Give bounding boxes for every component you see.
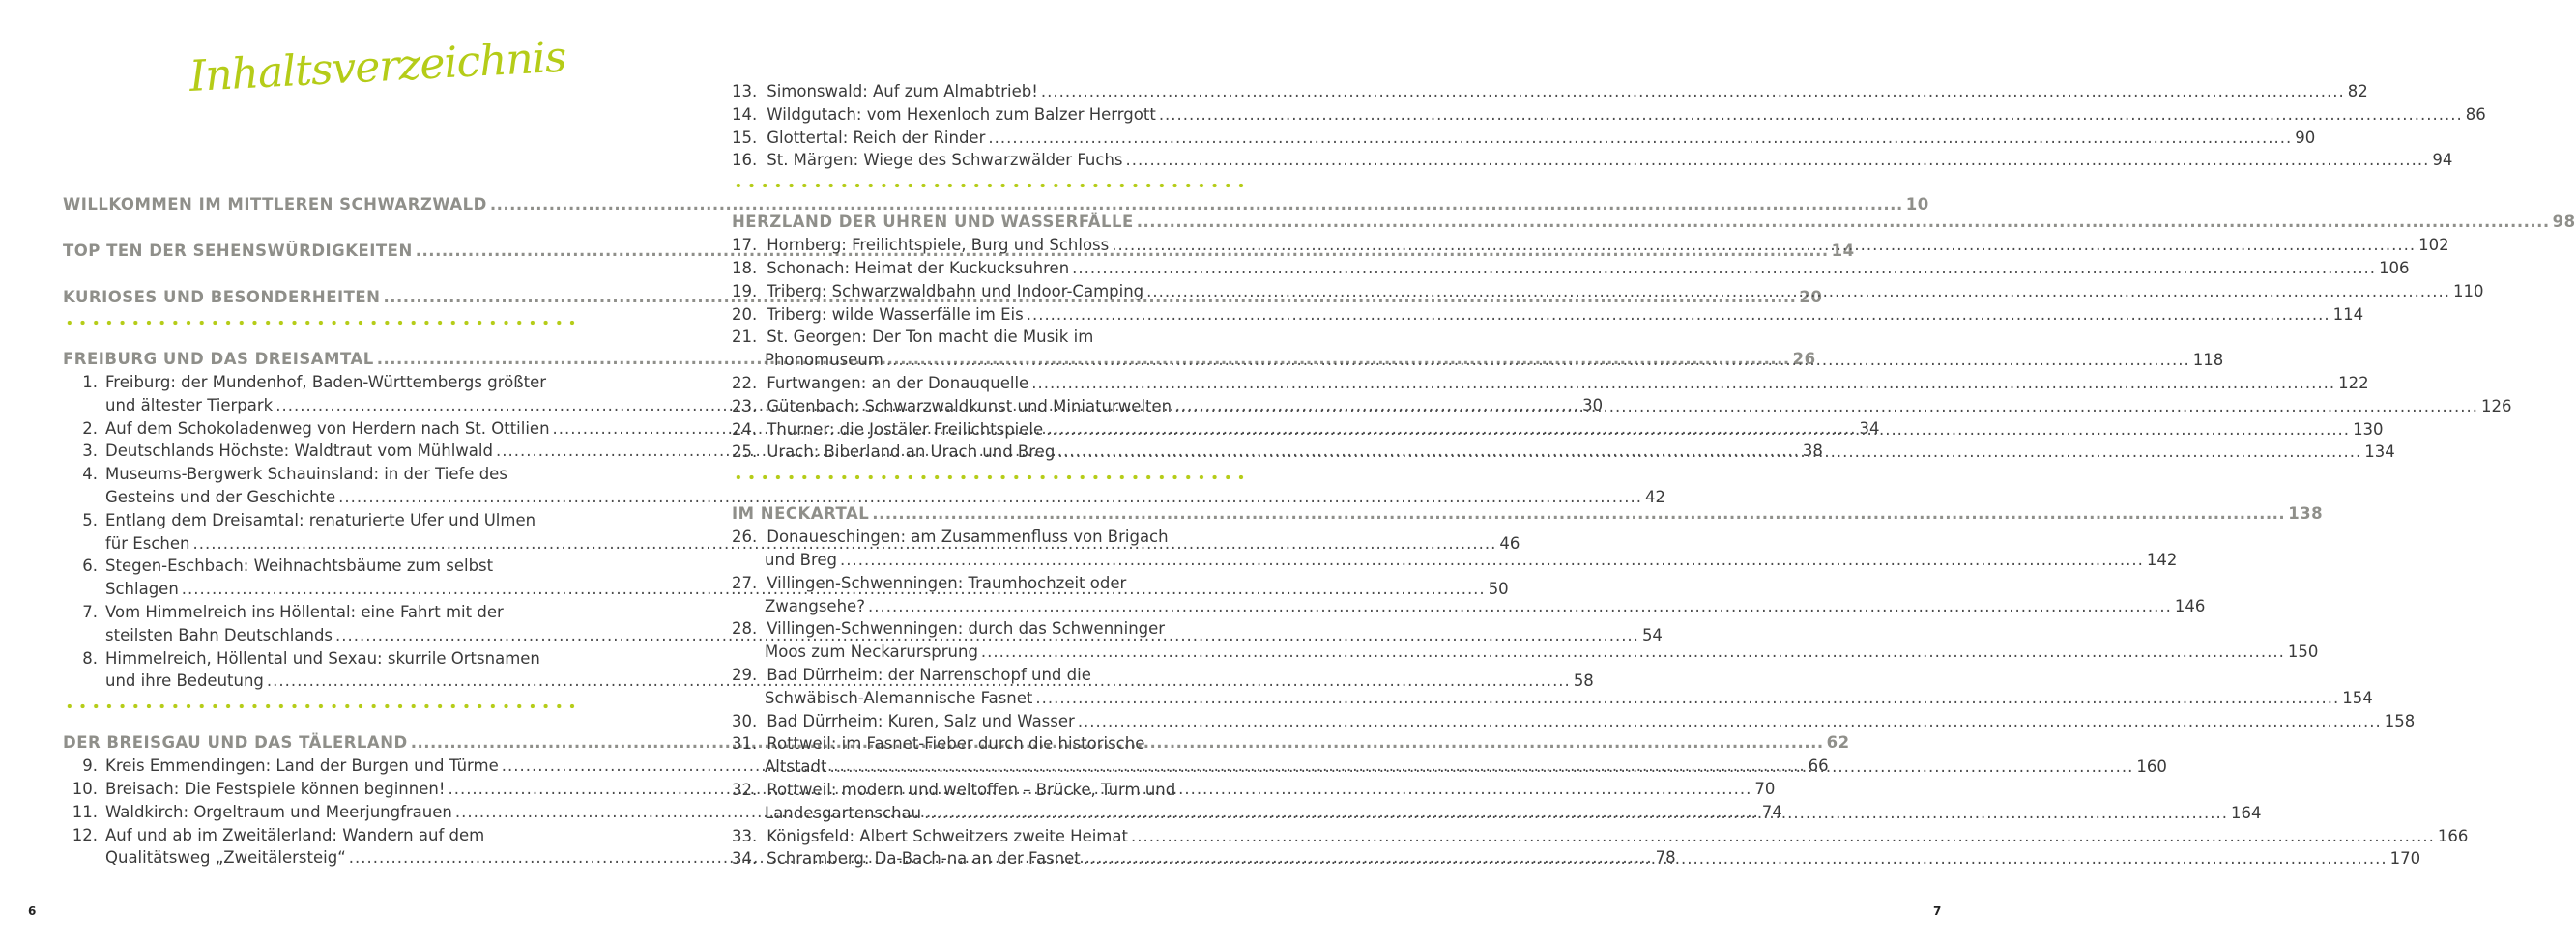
- toc-entry[interactable]: [63, 824, 582, 847]
- entry-page: 122: [2338, 373, 2369, 392]
- entry-title-continued: steilsten Bahn Deutschlands: [105, 625, 333, 644]
- entry-title: Schonach: Heimat der Kuckucksuhren: [767, 258, 1070, 277]
- toc-entry[interactable]: [63, 463, 582, 486]
- entry-page: 150: [2287, 642, 2319, 662]
- entry-title: Entlang dem Dreisamtal: renaturierte Ufer und Ulmen: [105, 510, 536, 529]
- entry-title: Furtwangen: an der Donauquelle: [767, 373, 1029, 392]
- entry-title: Donaueschingen: am Zusammenfluss von Brigach: [767, 528, 1169, 547]
- entry-title-continued: und ältester Tierpark: [105, 395, 274, 414]
- toc-entry[interactable]: [63, 601, 582, 624]
- dotted-divider: [732, 473, 1251, 481]
- toc-entry[interactable]: [732, 80, 2368, 103]
- entry-page: 86: [2465, 104, 2486, 124]
- entry-title-continued: und Breg: [765, 550, 837, 569]
- entry-number: 19.: [732, 281, 758, 300]
- entry-page: 34: [1859, 418, 1880, 438]
- toc-entry-continuation[interactable]: [732, 595, 2206, 618]
- entry-number: 23.: [732, 396, 758, 415]
- entry-number: 16.: [732, 151, 758, 170]
- entry-title: Triberg: Schwarzwaldbahn und Indoor-Camping: [767, 281, 1144, 300]
- entry-number: 5.: [82, 510, 98, 529]
- entry-page: 126: [2481, 396, 2512, 415]
- entry-page: 94: [2432, 151, 2453, 170]
- toc-title: Inhaltsverzeichnis: [188, 32, 567, 101]
- entry-page: 154: [2342, 688, 2373, 707]
- entry-title: Glottertal: Reich der Rinder: [767, 128, 986, 147]
- page-number: 7: [1933, 904, 1942, 918]
- entry-page: 110: [2453, 281, 2484, 300]
- entry-title: Simonswald: Auf zum Almabtrieb!: [767, 82, 1038, 100]
- section-heading[interactable]: IM NECKARTAL ..... 138: [732, 502, 1251, 526]
- entry-title: Kreis Emmendingen: Land der Burgen und Türme: [105, 756, 499, 776]
- toc-entry[interactable]: [732, 257, 2410, 280]
- toc-entry[interactable]: [63, 371, 582, 394]
- entry-title: Rottweil: modern und weltoffen – Brücke, Turm und: [767, 780, 1176, 799]
- toc-entry[interactable]: [732, 127, 2316, 150]
- entry-title: Auf dem Schokoladenweg von Herdern nach St. Ottilien: [105, 418, 550, 438]
- entry-number: 28.: [732, 619, 758, 639]
- entry-title: Villingen-Schwenningen: durch das Schwenninger: [767, 619, 1166, 639]
- entry-number: 26.: [732, 528, 758, 547]
- section-heading[interactable]: TOP TEN DER SEHENSWÜRDIGKEITEN ..... 14: [63, 240, 582, 263]
- entry-page: 66: [1808, 756, 1829, 776]
- page-number: 6: [28, 904, 37, 918]
- toc-entry-continuation[interactable]: [732, 687, 2373, 710]
- entry-title: Wildgutach: vom Hexenloch zum Balzer Herrgott: [767, 104, 1156, 124]
- entry-page: 130: [2353, 419, 2384, 439]
- entry-page: 30: [1582, 395, 1604, 414]
- continued-entries: [732, 80, 2486, 172]
- entry-number: 20.: [732, 304, 758, 324]
- toc-entry[interactable]: [732, 103, 2486, 127]
- toc-entry-continuation[interactable]: [63, 486, 1666, 509]
- entry-number: 29.: [732, 665, 758, 684]
- entry-title: Thurner: die Jostäler Freilichtspiele: [767, 419, 1044, 439]
- entry-number: 27.: [732, 573, 758, 592]
- entry-page: 106: [2379, 258, 2410, 277]
- entry-title: Urach: Biberland an Urach und Breg: [767, 442, 1056, 462]
- toc-entry[interactable]: [732, 372, 2369, 395]
- toc-entry-continuation[interactable]: [732, 549, 2178, 572]
- toc-entry[interactable]: [63, 647, 582, 670]
- entry-number: 21.: [732, 328, 758, 347]
- entry-number: 12.: [72, 825, 98, 844]
- entry-page: 58: [1573, 671, 1594, 691]
- entry-number: 24.: [732, 419, 758, 439]
- entry-title-continued: Gesteins und der Geschichte: [105, 487, 336, 506]
- toc-entry[interactable]: [63, 555, 582, 578]
- entry-number: 3.: [82, 442, 98, 461]
- entry-page: 158: [2384, 711, 2416, 730]
- entry-title: Himmelreich, Höllental und Sexau: skurrile Ortsnamen: [105, 648, 540, 668]
- entry-number: 18.: [732, 258, 758, 277]
- entry-title-continued: Phonomuseum: [765, 351, 883, 370]
- toc-entry[interactable]: [732, 303, 2364, 327]
- dotted-divider: [63, 319, 582, 327]
- dotted-divider: [63, 702, 582, 710]
- entry-title: Museums-Bergwerk Schauinsland: in der Tiefe des: [105, 465, 507, 484]
- section-heading[interactable]: HERZLAND DER UHREN UND WASSERFÄLLE ..... 98: [732, 211, 1251, 234]
- entry-title: St. Märgen: Wiege des Schwarzwälder Fuchs: [767, 151, 1123, 170]
- entry-title: Rottweil: im Fasnet-Fieber durch die historische: [767, 734, 1145, 754]
- entry-title: Auf und ab im Zweitälerland: Wandern auf dem: [105, 825, 485, 844]
- entry-number: 6.: [82, 556, 98, 576]
- dotted-divider: [732, 182, 1251, 189]
- toc-entry[interactable]: [732, 617, 1251, 641]
- entry-title-continued: Schwäbisch-Alemannische Fasnet: [765, 688, 1033, 707]
- entry-title: Villingen-Schwenningen: Traumhochzeit oder: [767, 573, 1127, 592]
- toc-entry[interactable]: [732, 326, 1251, 349]
- entry-title: Freiburg: der Mundenhof, Baden-Württembergs größter: [105, 373, 547, 391]
- toc-entry[interactable]: [732, 732, 1251, 756]
- entry-page: 118: [2192, 351, 2224, 370]
- entry-number: 30.: [732, 711, 758, 730]
- section-heading[interactable]: FREIBURG UND DAS DREISAMTAL ..... 26: [63, 348, 582, 371]
- entry-page: 160: [2136, 757, 2167, 777]
- entry-title-continued: Altstadt: [765, 757, 827, 777]
- entry-page: 82: [2347, 82, 2368, 100]
- entry-number: 9.: [82, 756, 98, 776]
- entry-title-continued: Moos zum Neckarursprung: [765, 642, 978, 662]
- entry-title: Hornberg: Freilichtspiele, Burg und Schloss: [767, 236, 1110, 255]
- entry-page: 46: [1499, 533, 1520, 553]
- toc-entry-continuation[interactable]: [732, 641, 2319, 664]
- entry-number: 8.: [82, 648, 98, 668]
- entry-title: Bad Dürrheim: der Narrenschopf und die: [767, 665, 1091, 684]
- entry-number: 22.: [732, 373, 758, 392]
- entry-title-continued: für Eschen: [105, 533, 190, 553]
- entry-page: 134: [2364, 442, 2395, 462]
- toc-entry[interactable]: [732, 664, 1251, 687]
- entry-page: 70: [1754, 779, 1776, 798]
- entry-number: 17.: [732, 236, 758, 255]
- entry-number: 1.: [82, 373, 98, 391]
- entry-number: 10.: [72, 779, 98, 798]
- entry-number: 11.: [72, 802, 98, 821]
- toc-entry[interactable]: [732, 526, 1251, 549]
- entry-title: St. Georgen: Der Ton macht die Musik im: [767, 328, 1094, 347]
- entry-page: 38: [1802, 442, 1823, 461]
- entry-title: Triberg: wilde Wasserfälle im Eis: [767, 304, 1024, 324]
- entry-title-continued: Zwangsehe?: [765, 596, 865, 615]
- entry-number: 32.: [732, 780, 758, 799]
- toc-entry[interactable]: [732, 825, 2469, 848]
- entry-number: 33.: [732, 826, 758, 845]
- entry-number: 4.: [82, 465, 98, 484]
- entry-title: Gütenbach: Schwarzwaldkunst und Miniaturwelten: [767, 396, 1172, 415]
- entry-title: Breisach: Die Festspiele können beginnen!: [105, 779, 446, 798]
- entry-page: 50: [1488, 580, 1509, 599]
- entry-page: 114: [2332, 304, 2364, 324]
- entry-title: Bad Dürrheim: Kuren, Salz und Wasser: [767, 711, 1075, 730]
- entry-page: 90: [2295, 128, 2316, 147]
- entry-title: Königsfeld: Albert Schweitzers zweite Heimat: [767, 826, 1128, 845]
- entry-number: 2.: [82, 418, 98, 438]
- entry-title-continued: Landesgartenschau: [765, 803, 922, 822]
- entry-page: 74: [1761, 802, 1782, 821]
- entry-title: Vom Himmelreich ins Höllental: eine Fahrt mit der: [105, 602, 504, 621]
- entry-page: 146: [2174, 596, 2206, 615]
- entry-title-continued: und ihre Bedeutung: [105, 671, 264, 691]
- toc-entry[interactable]: [732, 779, 1251, 802]
- entry-page: 78: [1655, 848, 1676, 868]
- entry-page: 54: [1641, 625, 1663, 644]
- entry-title: Deutschlands Höchste: Waldtraut vom Mühlwald: [105, 442, 493, 461]
- entry-page: 170: [2389, 849, 2421, 869]
- entry-title: Waldkirch: Orgeltraum und Meerjungfrauen: [105, 802, 452, 821]
- section-heading[interactable]: KURIOSES UND BESONDERHEITEN ..... 20: [63, 286, 582, 309]
- entry-title-continued: Schlagen: [105, 580, 179, 599]
- entry-number: 15.: [732, 128, 758, 147]
- entry-page: 142: [2146, 550, 2178, 569]
- section-heading[interactable]: WILLKOMMEN IM MITTLEREN SCHWARZWALD ..... 10: [63, 193, 582, 216]
- entry-page: 164: [2231, 803, 2262, 822]
- toc-entry[interactable]: [732, 572, 1251, 595]
- entry-number: 7.: [82, 602, 98, 621]
- entry-number: 13.: [732, 82, 758, 100]
- entry-number: 25.: [732, 442, 758, 462]
- entry-number: 14.: [732, 104, 758, 124]
- entry-number: 31.: [732, 734, 758, 754]
- section-heading[interactable]: DER BREISGAU UND DAS TÄLERLAND ..... 62: [63, 731, 582, 755]
- entry-page: 42: [1645, 487, 1666, 506]
- entry-title: Stegen-Eschbach: Weihnachtsbäume zum selbst: [105, 556, 494, 576]
- toc-entry[interactable]: [732, 710, 2416, 733]
- entry-number: 34.: [732, 849, 758, 869]
- entry-page: 102: [2418, 236, 2449, 255]
- toc-entry[interactable]: [732, 149, 2453, 172]
- entry-page: 166: [2437, 826, 2469, 845]
- entry-title-continued: Qualitätsweg „Zweitälersteig“: [105, 848, 346, 868]
- toc-entry[interactable]: [63, 509, 582, 532]
- entry-title: Schramberg: Da-Bach-na an der Fasnet: [767, 849, 1081, 869]
